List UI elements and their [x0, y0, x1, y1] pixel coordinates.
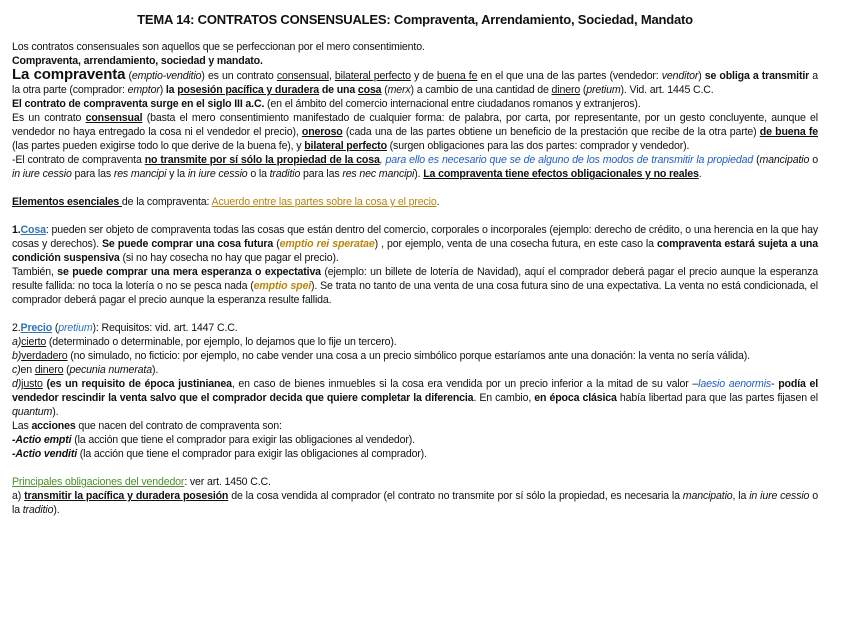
- precio-label: Precio: [20, 322, 53, 334]
- text: ).: [151, 364, 159, 376]
- text: de la cosa vendida al comprador (el contrato no transmite por sí sólo la propiedad, es necesaria la: [228, 490, 683, 502]
- latin-term: laesio aenormis: [698, 378, 772, 390]
- origen-paragraph: [12, 97, 818, 111]
- bold-phrase: se puede comprar una mera esperanza o expectativa: [57, 266, 321, 278]
- latin-term: pretium: [586, 84, 621, 96]
- text: ) , por ejemplo, venta de una cosecha futura, en este caso la: [374, 238, 658, 250]
- text: . En cambio,: [473, 392, 535, 404]
- text: (la acción que tiene el comprador para exigir las obligaciones al vendedor).: [71, 434, 415, 446]
- text: ). Se trata no tanto de una venta de una cosa futura sino de una expectativa. La venta no está condicionada, el comprador deberá pagar el precio aunque la esperanza resulte fallida.: [12, 280, 818, 306]
- latin-term: -Actio venditi: [12, 448, 77, 460]
- acciones-intro: [12, 419, 818, 433]
- text: Las: [12, 420, 32, 432]
- text: ). Vid. art. 1445 C.C.: [620, 84, 714, 96]
- text: (si no hay cosecha no hay que pagar el precio).: [119, 252, 339, 264]
- text: , la: [732, 490, 750, 502]
- latin-term: -Actio empti: [12, 434, 72, 446]
- latin-term: in iure cessio: [187, 168, 248, 180]
- text: (: [52, 322, 59, 334]
- compraventa-definition: [12, 68, 818, 97]
- latin-term: emptio spei: [253, 280, 312, 292]
- spacer: [12, 461, 818, 475]
- text: (ejemplo: un billete de lotería de Navidad), aquí el comprador deberá pagar el precio aunque la esperanza resulte fallida: no toca la lotería o no se pesca nada (: [12, 266, 818, 292]
- bold-phrase: acciones: [31, 420, 76, 432]
- obligaciones-heading: [12, 475, 818, 489]
- text: ): [698, 70, 705, 82]
- latin-term: mancipatio: [759, 154, 810, 166]
- text: ) a cambio de una cantidad de: [410, 84, 552, 96]
- term-oneroso: oneroso: [301, 126, 343, 138]
- term-posesion: posesión pacífica y duradera: [177, 84, 320, 96]
- caracteres-paragraph: [12, 111, 818, 153]
- text: .: [436, 196, 440, 208]
- text: -El contrato de compraventa: [12, 154, 145, 166]
- text: o: [809, 154, 818, 166]
- latin-term: res mancipi: [113, 168, 167, 180]
- text: (: [125, 70, 132, 82]
- section-label: Elementos esenciales: [12, 196, 122, 208]
- text: Es un contrato: [12, 112, 86, 124]
- text: a la otra parte (comprador:: [12, 70, 818, 96]
- actio-empti: [12, 433, 818, 447]
- spacer: [12, 209, 818, 223]
- bold-phrase: (es un requisito de época justinianea: [42, 378, 232, 390]
- text: -: [771, 378, 779, 390]
- text: (: [63, 364, 70, 376]
- text: (: [273, 238, 280, 250]
- latin-term: res nec mancipi: [342, 168, 415, 180]
- precio-requisito-c: [12, 363, 818, 377]
- text: (: [753, 154, 760, 166]
- cosa-label: Cosa: [20, 224, 46, 236]
- blue-phrase: , para ello es necesario que se de alguno de los modos de transmitir la propiedad: [379, 154, 754, 166]
- text: para las: [300, 168, 343, 180]
- text: a): [12, 490, 25, 502]
- latin-term: pretium: [58, 322, 93, 334]
- text: También,: [12, 266, 58, 278]
- bold-phrase: El contrato de compraventa surge en el siglo III a.C.: [12, 98, 265, 110]
- item-letter: b): [12, 350, 22, 362]
- latin-term: emptor: [127, 84, 160, 96]
- latin-term: traditio: [269, 168, 301, 180]
- compraventa-heading: La compraventa: [12, 66, 126, 83]
- latin-term: emptio rei speratae: [279, 238, 375, 250]
- precio-requisito-b: [12, 349, 818, 363]
- spacer: [12, 307, 818, 321]
- term-cosa: cosa: [357, 84, 382, 96]
- term-bilateral: bilateral perfecto: [334, 70, 411, 82]
- text: que nacen del contrato de compraventa son:: [75, 420, 282, 432]
- text: ): Requisitos: vid. art. 1447 C.C.: [92, 322, 238, 334]
- latin-term: in iure cessio: [749, 490, 810, 502]
- item-letter: d): [12, 378, 22, 390]
- text: .: [698, 168, 702, 180]
- bold-phrase: en época clásica: [534, 392, 617, 404]
- precio-heading: [12, 321, 818, 335]
- requisito-label: verdadero: [21, 350, 68, 362]
- latin-term: pecunia numerata: [69, 364, 152, 376]
- text: y la: [166, 168, 188, 180]
- text: : ver art. 1450 C.C.: [184, 476, 271, 488]
- term-bilateral: bilateral perfecto: [304, 140, 387, 152]
- bold-phrase: La compraventa tiene efectos obligacionales y no reales: [423, 168, 699, 180]
- latin-term: in iure cessio: [12, 168, 72, 180]
- document-title: TEMA 14: CONTRATOS CONSENSUALES: Compraventa, Arrendamiento, Sociedad, Mandato: [137, 12, 693, 27]
- text: la: [165, 84, 178, 96]
- esperanza-paragraph: [12, 265, 818, 307]
- bold-phrase: no transmite por sí sólo la propiedad de la cosa: [144, 154, 380, 166]
- text: ,: [328, 70, 335, 82]
- text: en el que una de las partes (vendedor:: [477, 70, 662, 82]
- text: o la: [247, 168, 270, 180]
- text: ).: [53, 504, 60, 516]
- text: en: [20, 364, 35, 376]
- cosa-paragraph: [12, 223, 818, 265]
- text: y de: [410, 70, 437, 82]
- text: (la acción que tiene el comprador para exigir las obligaciones al comprador).: [77, 448, 427, 460]
- text: (basta el mero consentimiento manifestado de cualquier forma: de palabra, por carta, por representante, por un gesto concluyente, aunque el vendedor no haya entregado la cosa ni el vendedor el precio),: [12, 112, 818, 138]
- latin-term: merx: [387, 84, 411, 96]
- term-dinero: dinero: [551, 84, 581, 96]
- latin-term: quantum: [12, 406, 53, 418]
- text: (en el ámbito del comercio internacional entre ciudadanos romanos y extranjeros).: [264, 98, 641, 110]
- text: de una: [319, 84, 358, 96]
- obligacion-a: [12, 489, 818, 517]
- bold-phrase: se obliga a transmitir: [704, 70, 810, 82]
- latin-term: emptio-venditio: [131, 70, 202, 82]
- bold-phrase: Se puede comprar una cosa futura: [102, 238, 274, 250]
- text: (: [580, 84, 587, 96]
- item-number: 2.: [12, 322, 21, 334]
- item-letter: a): [12, 336, 22, 348]
- requisito-label: justo: [21, 378, 43, 390]
- text: : pueden ser objeto de compraventa todas las cosas que están dentro del comercio, corporales o incorporales (ejemplo: derecho de crédito, o una herencia en la que hay cosas y derechos).: [12, 224, 818, 250]
- text: (determinado o determinable, por ejemplo, lo dejamos que lo fije un tercero).: [46, 336, 397, 348]
- bold-phrase: compraventa estará sujeta a una condición suspensiva: [12, 238, 818, 264]
- text: (surgen obligaciones para las dos partes: comprador y vendedor).: [386, 140, 690, 152]
- bold-phrase: podía el vendedor rescindir la venta salvo que el comprador decida que quiere completar la diferencia: [12, 378, 819, 404]
- latin-term: venditor: [661, 70, 699, 82]
- gold-phrase: Acuerdo entre las partes sobre la cosa y el precio: [211, 196, 437, 208]
- term-buena-fe: de buena fe: [759, 126, 818, 138]
- requisito-label: cierto: [21, 336, 47, 348]
- text: ) es un contrato: [201, 70, 277, 82]
- transmision-paragraph: [12, 153, 818, 181]
- text: ): [159, 84, 166, 96]
- requisito-label: dinero: [34, 364, 64, 376]
- text: ).: [52, 406, 59, 418]
- intro-line: Los contratos consensuales son aquellos que se perfeccionan por el mero consentimiento.: [12, 41, 425, 53]
- precio-requisito-d: [12, 377, 818, 419]
- spacer: [12, 181, 818, 195]
- text: (no simulado, no ficticio: por ejemplo, no cabe vender una cosa a un precio simbólico porque estaríamos ante una donación: la venta no sería válida).: [67, 350, 750, 362]
- text: había libertad para que las partes fijasen el: [616, 392, 819, 404]
- intro-types: Compraventa, arrendamiento, sociedad y mandato.: [12, 55, 263, 67]
- obligaciones-label: Principales obligaciones del vendedor: [12, 476, 185, 488]
- item-letter: c): [12, 364, 21, 376]
- actio-venditi: [12, 447, 818, 461]
- term-consensual: consensual: [85, 112, 143, 124]
- text: de la compraventa:: [121, 196, 212, 208]
- text: (cada una de las partes obtiene un beneficio de la prestación que recibe de la otra parte): [342, 126, 760, 138]
- bold-phrase: transmitir la pacífica y duradera posesión: [24, 490, 229, 502]
- latin-term: traditio: [22, 504, 54, 516]
- text: para las: [71, 168, 114, 180]
- term-buena-fe: buena fe: [436, 70, 478, 82]
- text: , en caso de bienes inmuebles si la cosa era vendida por un precio inferior a la mitad de su valor –: [231, 378, 699, 390]
- term-consensual: consensual: [276, 70, 329, 82]
- text: (las partes pueden exigirse todo lo que derive de la buena fe), y: [12, 140, 305, 152]
- text: (: [381, 84, 388, 96]
- text: ).: [414, 168, 424, 180]
- item-number: 1.: [12, 224, 21, 236]
- text: o la: [12, 490, 819, 516]
- elementos-heading: [12, 195, 818, 209]
- latin-term: mancipatio: [682, 490, 733, 502]
- precio-requisito-a: [12, 335, 818, 349]
